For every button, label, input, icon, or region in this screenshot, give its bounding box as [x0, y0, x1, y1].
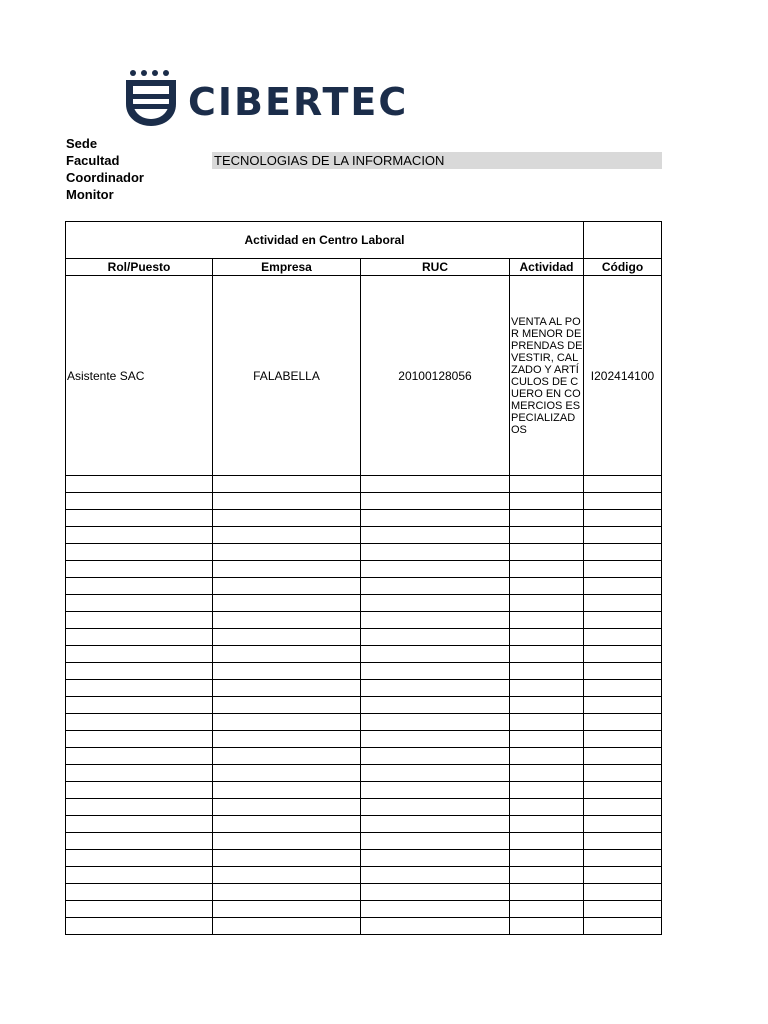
empty-table-row — [66, 782, 662, 799]
empty-cell — [584, 901, 662, 918]
group-header-blank — [584, 222, 662, 259]
empty-cell — [584, 612, 662, 629]
empty-table-row — [66, 578, 662, 595]
empty-cell — [213, 629, 361, 646]
empty-table-row — [66, 731, 662, 748]
empty-cell — [510, 561, 584, 578]
empty-cell — [66, 697, 213, 714]
empty-table-row — [66, 884, 662, 901]
empty-cell — [361, 884, 510, 901]
empty-cell — [213, 799, 361, 816]
empty-cell — [510, 493, 584, 510]
info-label: Facultad — [66, 153, 120, 168]
empty-cell — [213, 833, 361, 850]
empty-table-row — [66, 901, 662, 918]
empty-cell — [361, 578, 510, 595]
empty-cell — [213, 476, 361, 493]
info-label: Monitor — [66, 187, 114, 202]
empty-cell — [584, 510, 662, 527]
empty-cell — [66, 680, 213, 697]
column-header: Actividad — [510, 259, 584, 276]
info-row-monitor — [66, 186, 662, 203]
empty-cell — [361, 612, 510, 629]
empty-table-row — [66, 714, 662, 731]
table-row — [66, 276, 662, 476]
empty-cell — [510, 765, 584, 782]
empty-cell — [213, 680, 361, 697]
cell-rol: Asistente SAC — [66, 276, 213, 476]
empty-cell — [66, 629, 213, 646]
empty-cell — [584, 782, 662, 799]
empty-cell — [213, 612, 361, 629]
empty-cell — [66, 850, 213, 867]
empty-cell — [584, 476, 662, 493]
cell-codigo: I202414100 — [584, 276, 662, 476]
info-row-coordinador — [66, 169, 662, 186]
empty-cell — [361, 748, 510, 765]
empty-cell — [584, 527, 662, 544]
empty-cell — [584, 680, 662, 697]
empty-cell — [66, 578, 213, 595]
empty-cell — [213, 850, 361, 867]
empty-table-row — [66, 527, 662, 544]
empty-cell — [213, 782, 361, 799]
empty-cell — [213, 663, 361, 680]
empty-cell — [213, 561, 361, 578]
empty-cell — [361, 629, 510, 646]
empty-cell — [584, 765, 662, 782]
empty-cell — [510, 663, 584, 680]
empty-cell — [584, 884, 662, 901]
empty-cell — [584, 850, 662, 867]
cell-ruc: 20100128056 — [361, 276, 510, 476]
empty-cell — [361, 510, 510, 527]
empty-cell — [584, 714, 662, 731]
empty-table-row — [66, 493, 662, 510]
empty-cell — [213, 527, 361, 544]
empty-cell — [510, 714, 584, 731]
empty-table-row — [66, 544, 662, 561]
empty-cell — [584, 731, 662, 748]
empty-cell — [361, 918, 510, 935]
empty-cell — [361, 527, 510, 544]
empty-cell — [361, 833, 510, 850]
empty-table-row — [66, 867, 662, 884]
empty-cell — [213, 697, 361, 714]
empty-cell — [66, 782, 213, 799]
cell-actividad: VENTA AL POR MENOR DE PRENDAS DE VESTIR, CALZADO Y ARTÍCULOS DE CUERO EN COMERCIOS ESPECIALIZADOS — [510, 276, 584, 476]
empty-cell — [213, 816, 361, 833]
empty-cell — [66, 612, 213, 629]
empty-cell — [66, 476, 213, 493]
empty-cell — [584, 544, 662, 561]
empty-cell — [213, 646, 361, 663]
empty-cell — [361, 731, 510, 748]
empty-cell — [361, 799, 510, 816]
info-label: Sede — [66, 136, 98, 151]
info-row-sede — [66, 135, 662, 152]
empty-table-row — [66, 663, 662, 680]
empty-cell — [66, 595, 213, 612]
empty-table-row — [66, 697, 662, 714]
empty-cell — [584, 663, 662, 680]
empty-cell — [510, 850, 584, 867]
empty-table-row — [66, 680, 662, 697]
empty-cell — [213, 493, 361, 510]
empty-table-row — [66, 918, 662, 935]
info-row-facultad — [66, 152, 662, 169]
empty-cell — [213, 578, 361, 595]
empty-table-row — [66, 595, 662, 612]
empty-cell — [510, 629, 584, 646]
empty-table-row — [66, 561, 662, 578]
empty-cell — [213, 748, 361, 765]
column-header: RUC — [361, 259, 510, 276]
info-label: Coordinador — [66, 170, 144, 185]
shield-logo-icon — [124, 68, 178, 128]
empty-cell — [361, 901, 510, 918]
group-header-row — [66, 222, 662, 259]
empty-table-row — [66, 510, 662, 527]
empty-cell — [361, 714, 510, 731]
empty-table-row — [66, 646, 662, 663]
empty-cell — [510, 918, 584, 935]
empty-table-row — [66, 612, 662, 629]
empty-cell — [361, 663, 510, 680]
empty-cell — [510, 782, 584, 799]
empty-cell — [66, 918, 213, 935]
empty-cell — [510, 697, 584, 714]
empty-cell — [66, 714, 213, 731]
empty-cell — [510, 476, 584, 493]
empty-table-row — [66, 799, 662, 816]
empty-cell — [510, 884, 584, 901]
empty-cell — [66, 799, 213, 816]
empty-cell — [510, 544, 584, 561]
empty-cell — [361, 850, 510, 867]
activity-table — [65, 221, 662, 935]
empty-cell — [584, 697, 662, 714]
empty-cell — [584, 561, 662, 578]
empty-cell — [361, 476, 510, 493]
empty-cell — [361, 493, 510, 510]
empty-cell — [584, 799, 662, 816]
logo-wordmark: CIBERTEC — [188, 80, 409, 124]
empty-cell — [510, 646, 584, 663]
empty-table-row — [66, 816, 662, 833]
empty-cell — [510, 680, 584, 697]
empty-cell — [66, 748, 213, 765]
empty-cell — [584, 595, 662, 612]
empty-cell — [66, 527, 213, 544]
empty-cell — [361, 544, 510, 561]
empty-cell — [66, 884, 213, 901]
empty-cell — [213, 901, 361, 918]
empty-cell — [213, 731, 361, 748]
empty-cell — [584, 493, 662, 510]
empty-cell — [361, 646, 510, 663]
empty-cell — [510, 799, 584, 816]
empty-cell — [510, 578, 584, 595]
empty-cell — [66, 510, 213, 527]
empty-cell — [361, 867, 510, 884]
empty-cell — [361, 816, 510, 833]
empty-cell — [584, 578, 662, 595]
column-header-row — [66, 259, 662, 276]
empty-cell — [66, 663, 213, 680]
empty-cell — [584, 867, 662, 884]
column-header: Empresa — [213, 259, 361, 276]
empty-cell — [584, 646, 662, 663]
empty-cell — [361, 697, 510, 714]
column-header: Rol/Puesto — [66, 259, 213, 276]
empty-cell — [584, 629, 662, 646]
empty-cell — [66, 867, 213, 884]
empty-cell — [510, 731, 584, 748]
empty-cell — [66, 765, 213, 782]
empty-cell — [66, 833, 213, 850]
empty-cell — [510, 816, 584, 833]
cibertec-logo — [124, 68, 434, 130]
empty-cell — [510, 901, 584, 918]
empty-table-row — [66, 850, 662, 867]
empty-cell — [213, 765, 361, 782]
empty-cell — [213, 595, 361, 612]
cell-empresa: FALABELLA — [213, 276, 361, 476]
empty-cell — [66, 816, 213, 833]
empty-cell — [66, 646, 213, 663]
empty-table-row — [66, 765, 662, 782]
empty-cell — [584, 748, 662, 765]
empty-cell — [361, 782, 510, 799]
empty-cell — [510, 612, 584, 629]
empty-cell — [584, 816, 662, 833]
group-header: Actividad en Centro Laboral — [66, 222, 584, 259]
empty-cell — [361, 595, 510, 612]
empty-cell — [213, 918, 361, 935]
empty-cell — [361, 680, 510, 697]
empty-cell — [510, 510, 584, 527]
empty-cell — [510, 595, 584, 612]
empty-cell — [66, 901, 213, 918]
empty-cell — [361, 765, 510, 782]
empty-cell — [510, 867, 584, 884]
empty-cell — [213, 884, 361, 901]
empty-table-row — [66, 476, 662, 493]
column-header: Código — [584, 259, 662, 276]
empty-cell — [584, 918, 662, 935]
header-info — [66, 135, 662, 203]
empty-table-row — [66, 833, 662, 850]
empty-table-row — [66, 748, 662, 765]
empty-cell — [66, 561, 213, 578]
empty-cell — [213, 867, 361, 884]
empty-table-row — [66, 629, 662, 646]
empty-cell — [510, 833, 584, 850]
empty-cell — [584, 833, 662, 850]
empty-cell — [510, 527, 584, 544]
empty-cell — [66, 493, 213, 510]
empty-cell — [213, 544, 361, 561]
info-value: TECNOLOGIAS DE LA INFORMACION — [212, 152, 662, 169]
empty-cell — [510, 748, 584, 765]
empty-cell — [213, 714, 361, 731]
empty-cell — [213, 510, 361, 527]
empty-cell — [66, 544, 213, 561]
empty-cell — [361, 561, 510, 578]
empty-cell — [66, 731, 213, 748]
